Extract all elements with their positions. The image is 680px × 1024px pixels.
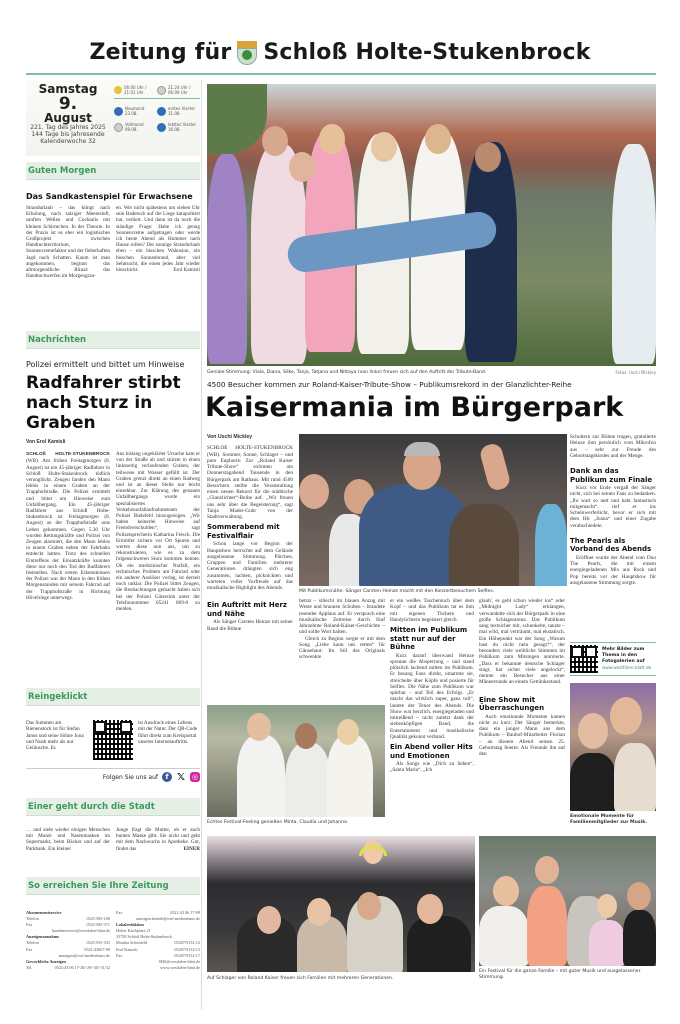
column-divider bbox=[201, 80, 202, 1010]
date-main bbox=[26, 82, 110, 145]
phase-date: 09.08. bbox=[125, 127, 138, 132]
article-headline: Das Sandkastenspiel für Erwachsene bbox=[26, 192, 193, 201]
month: August bbox=[44, 111, 92, 125]
section-title: So erreichen Sie Ihre Zeitung bbox=[28, 881, 169, 891]
dateline: SCHLOß HOLTE-STUKENBROCK bbox=[26, 452, 110, 458]
phase-name: Vollmond bbox=[125, 122, 144, 127]
contact-row: anzeigen@owl-medienhaus.de bbox=[58, 952, 110, 958]
subheading: Ein Abend voller Hits und Emotionen bbox=[390, 743, 473, 760]
reingeklickt-body bbox=[26, 720, 200, 760]
day-of-year: 221. Tag des Jahres 2025 bbox=[30, 124, 106, 131]
photo-credit: Fotos: Uschi Mickley bbox=[615, 370, 656, 375]
social-follow bbox=[26, 772, 200, 782]
guten-morgen-article bbox=[26, 192, 200, 307]
photo-caption: Auf Schlager von Roland Kaiser freuen sich Familien mit mehreren Generationen. bbox=[207, 976, 394, 981]
contact-row: Anzeigenannahme bbox=[26, 934, 60, 940]
text-column: Strandurlaub – das klingt nach Erholung, nach salziger Meeresluft, sanften Wellen und Cocktails mit kleinen Schirmchen. In der Theorie. In der Praxis ist es eher ein logistisches Großprojekt zwischen Handtuchterritorium, Sonnencremefaktor und der fieberhaften Jagd nach Schatten. Kaum ist man angekommen, beginnt das allmorgendliche Ritual: das Handtuchwerfen im Morgengrau- bbox=[26, 205, 110, 280]
photo-caption: Mit Publikumsnähe: Sänger Carsten Heinze macht mit den Konzertbesuchern Selfies. bbox=[299, 589, 495, 594]
masthead bbox=[0, 40, 680, 74]
section-reingeklickt bbox=[26, 688, 200, 706]
text-column: en. Wer nicht spätestens um sieben Uhr sein Badetuch auf die Liege katapultiert hat, verliert. Und dann ist da noch die ständige Frage: Habe ich genug Sonnencreme aufgetragen oder werde ich heute Abend als Hummer nach Hause rollen? Der sonnige Strandurlaub eben – ein bisschen Wahnsinn, ein bisschen Sonnenbrand, aber viel Sehnsucht, die einen jedes Jahr wieder hinschickt. bbox=[116, 205, 200, 274]
byline: Von Erol Kamisli bbox=[26, 439, 66, 445]
last-quarter-icon bbox=[157, 123, 166, 132]
gallery-link[interactable]: www.westfalen-blatt.de bbox=[602, 664, 652, 670]
main-column-5 bbox=[570, 434, 656, 586]
article-headline: Radfahrer stirbt nach Sturz in Graben bbox=[26, 373, 181, 433]
phase-date: 16.08. bbox=[168, 127, 181, 132]
astro-info bbox=[114, 84, 200, 135]
paragraph: SCHLOß HOLTE-STUKENBROCK (WB). Sommer, Sonne, Schlager – und pure Euphorie: Zur „Roland Kaiser Tribute-Show“ strömten am Donnerstagabend Tausende in den Bürgerpark am Rathaus. Mit rund 4500 Besuchern stellte die Veranstaltung einen neuen Rekord für die städtische „Glanzlichter“-Reihe auf. „Wir freuen uns sehr über die Begeisterung“, sagt Tanja Mader-Guhr von der Stadtverwaltung. bbox=[207, 445, 293, 520]
phase-name: Neumond bbox=[125, 106, 145, 111]
qr-code[interactable] bbox=[93, 720, 133, 760]
full-moon-icon bbox=[114, 123, 123, 132]
phase-date: 31.08. bbox=[168, 111, 181, 116]
byline: Von Uschi Mickley bbox=[207, 434, 253, 440]
contact-row: Lokalredaktion bbox=[116, 922, 144, 928]
contact-row: Abonnementservice bbox=[26, 910, 62, 915]
paragraph: Gleich zu Beginn sorgte er mit dem Song „Liebe kann uns retten“ für Gänsehaut: Im Stil des Originals schwenkte bbox=[299, 635, 385, 661]
main-column-4 bbox=[479, 598, 565, 757]
subheading: The Pearls als Vorband des Abends bbox=[570, 536, 652, 554]
contact-row: Telefon 0521/585-100 bbox=[26, 916, 110, 922]
weekday: Samstag bbox=[38, 82, 98, 96]
first-quarter-icon bbox=[157, 107, 166, 116]
facebook-icon[interactable]: f bbox=[162, 772, 172, 782]
einer-body bbox=[26, 827, 200, 852]
text-column: … und sieht wieder einigen Menschen mit Mund- und Nasenmasken im Supermarkt, beim Bäcker und auf der Parkbank. Ein kleiner bbox=[26, 827, 110, 852]
title-left: Zeitung für bbox=[89, 40, 232, 65]
contact-row: Fax 05207/9152-17 bbox=[116, 952, 200, 958]
paragraph: Kurz vor Ende vergaß der Sänger nicht, sich bei seinen Fans zu bedanken. „Ihr wart so nett und habt fantastisch mitgemacht“, rief er ins Scheinwerferlicht, bevor er sich mit dem Hit „Joana“ und einer Zugabe verabschiedete. bbox=[570, 485, 656, 529]
paragraph: Schon lange vor Beginn der Hauptshow herrschte auf dem Gelände ausgelassene Stimmung. Pärchen, Gruppen und Familien mehrerer Generationen drängten sich eng zusammen, lachten, picknickten und warteten voller Vorfreude auf das musikalische Highlight des Abends. bbox=[207, 541, 293, 591]
contact-info bbox=[26, 910, 200, 971]
contact-row: Gewerbliche Anzeigen bbox=[26, 958, 66, 964]
town-crest-icon bbox=[237, 41, 257, 65]
signature: EINER bbox=[183, 845, 200, 852]
main-kicker: 4500 Besucher kommen zur Roland-Kaiser-Tribute-Show – Publikumsrekord in der Glanzlichter-Reihe bbox=[207, 380, 572, 389]
photo-caption: Geniale Stimmung: Viola, Diana, Silke, Tanja, Tatjana und Nittaya (von links) freuen sich auf den Auftritt der Tribute-Band. bbox=[207, 370, 487, 375]
subheading: Sommerabend mit Festivalflair bbox=[207, 523, 280, 540]
article-kicker: Polizei ermittelt und bittet um Hinweise bbox=[26, 360, 185, 369]
author: Erol Kamisli bbox=[173, 267, 200, 274]
photo-generations bbox=[207, 836, 475, 972]
contact-row: Holter Kirchplatz 21 bbox=[116, 928, 151, 934]
contact-row: anzeigen.betrieb@owl-medienhaus.de bbox=[135, 916, 200, 922]
main-column-2 bbox=[299, 598, 385, 661]
contact-row: Fax 0521/43067-99 bbox=[26, 946, 110, 952]
days-remaining: 144 Tage bis Jahresende bbox=[31, 131, 105, 138]
paragraph: Eröffnet wurde der Abend vom Duo The Pearls, die mit einem energiegeladenen Mix aus Rock und Pop bereits vor der Hauptshow für ausgelassene Stimmung sorgte. bbox=[570, 554, 656, 586]
contact-row: kundenservice@westfalen-blatt.de bbox=[52, 928, 110, 934]
text-column: Das Summen am Bienenstock ist für Stefan Janus und seine Söhne Jona und Noah mehr als nur Geräusche. Es bbox=[26, 720, 84, 752]
paragraph: Als Songs wie „Dich zu lieben“, „Santa Maria“, „Ich bbox=[390, 761, 474, 774]
day-number: 9. bbox=[58, 94, 78, 114]
x-icon[interactable]: 𝕏 bbox=[176, 771, 186, 783]
photo-caption: Echtes Festival-Feeling genießen Minta, Claudia und Johanna. bbox=[207, 820, 349, 825]
paragraph: Als Sänger Carsten Heinze mit seiner Band die Bühne bbox=[207, 619, 293, 632]
new-moon-icon bbox=[114, 107, 123, 116]
main-column-3 bbox=[390, 598, 474, 774]
article-body bbox=[26, 439, 200, 701]
paragraph: Schultern zur Bühne trugen, gratulierte Heinze ihm persönlich vom Mikrofon aus – sehr zur Freude des Geburtstagskindes und der Menge. bbox=[570, 434, 656, 459]
paragraph: glaub', es geht schon wieder los“ oder „Midnight Lady“ erklangen, verwandelte sich der Bürgerpark in eine große Schlagerarena. Das Publikum sang textsicher mit, schunkelte, tanzte – mal wild, mal verträumt, mal ekstatisch. Ein Höhepunkt war der Song „Warum hast du nicht nein gesagt?“, der besonders viele weibliche Stimmen im Publikum zum Mitsingen animierte. „Dass er bekannte deutsche Schlager singt, hat sicher viele angelockt“, meinte ein Besucher aus einer Männerrunde an einem Getränkestand. bbox=[479, 598, 565, 686]
sun-icon bbox=[114, 86, 122, 94]
calendar-week: Kalenderwoche 32 bbox=[40, 138, 96, 145]
paragraph: er ein weißes Taschentuch über dem Kopf – und das Publikum tat es ihm mit eigenen Tüchern und Handylichtern begeistert gleich. bbox=[390, 598, 474, 623]
sun-times: 06:00 Uhr / 21:01 Uhr bbox=[124, 85, 147, 95]
subheading: Mitten im Publikum statt nur auf der Bühne bbox=[390, 626, 468, 651]
main-column-1 bbox=[207, 434, 293, 632]
photo-family-moments bbox=[570, 683, 656, 811]
contact-row: Fax 0521/585-371 bbox=[26, 922, 110, 928]
subheading: Ein Auftritt mit Herz und Nähe bbox=[207, 601, 287, 618]
text-column: ist Ausdruck eines Lebens mit der Natur. Der QR-Code führt direkt zum Kreisportal unseres Internetauftritts. bbox=[138, 720, 198, 745]
section-contact bbox=[26, 877, 200, 895]
article-body bbox=[26, 205, 200, 307]
main-headline: Kaisermania im Bürgerpark bbox=[205, 392, 624, 423]
section-title: Guten Morgen bbox=[28, 166, 97, 176]
text-column: Aus bislang ungeklärter Ursache kam er von der Straße ab und stürzte in einen linksseitig verlaufenden Graben, der teilweise mit Wasser gefüllt ist. Der Graben grenzt direkt an einen Radweg und ist an dieser Stelle nur leicht einsehbar. Zur Klärung des genauen Unfallhergangs wurde ein spezialisiertes Verkehrsunfallaufnahmeteam der Polizei Bielefeld hinzugezogen. „Wir haben keinerlei Hinweise auf Fremdverschulden“, sagt Polizeisprecherin Katharina Felsch. Die Ermittler sichern vor Ort Spuren und werten diese nun aus, um zu rekonstruieren, wie es zu dem folgenschweren Sturz kommen konnte. Ob ein medizinischer Notfall, ein technisches Problem am Fahrrad oder ein anderer Auslöser vorlag, ist derzeit noch unklar. Die Polizei bittet Zeugen, die Beobachtungen gemacht haben sich bei der Polizei Gütersloh unter der Telefonnummer 05241 869-0 zu melden. bbox=[116, 451, 200, 613]
phase-name: letztes Viertel bbox=[168, 122, 196, 127]
contact-row: www.westfalen-blatt.de bbox=[160, 964, 200, 970]
phase-name: erstes Viertel bbox=[168, 106, 195, 111]
contact-row: SHS@westfalen-blatt.de bbox=[158, 958, 200, 964]
subheading: Dank an das Publikum zum Finale bbox=[570, 467, 653, 484]
section-nachrichten bbox=[26, 331, 200, 349]
section-title: Reingeklickt bbox=[28, 692, 88, 702]
contact-left bbox=[26, 910, 110, 971]
photo-singer bbox=[299, 434, 567, 586]
photo-festival-feeling bbox=[207, 705, 385, 817]
paragraph: Kurz darauf überwand Heinze spontan die Absperrung – und stand plötzlich lachend mitten im Publikum. Er besang Fans direkt, umarmte sie, streichelte über Köpfe und posierte für Selfies. Die Nähe zum Publikum war spürbar – und Teil des Erfolgs. „Er macht das wirklich super, ganz toll“, lautete der Tenor des Abends. Die Show war herzlich, energiegeladen und mitreißend – nicht zuletzt dank der siebenköpfigen Band, die Entertainment und musikalische Qualität gekonnt verband. bbox=[390, 652, 474, 740]
text-column: (WB). Am frühen Freitagmorgen (8. August) ist ein 45-jähriger Radfahrer in Schloß Holte-Stukenbrock tödlich verunglückt. Zeugen fanden den Mann leblos in einem Graben an der Trapphofstraße. Die Polizei ermittelt und bittet um Hinweise zum Unfallhergang. Ein 45-jähriger Radfahrer aus Schloß Holte-Stukenbrock ist Freitagmorgen (8. August) an der Trapphofstraße ums Leben gekommen. Gegen 5.30 Uhr wurden Rettungskräfte und Polizei von Zeugen alarmiert, die den Mann leblos in einem Graben neben der Fahrbahn entdeckt hatten. Trotz des schnellen Eintreffens der Einsatzkräfte konnten diese nur noch den Tod des Radfahrers feststellen. Nach ersten Erkenntnissen der Polizei war der Mann in den frühen Morgenstunden mit seinem Fahrrad auf der Trapphofstraße in Richtung Hövelriege unterwegs. bbox=[26, 458, 110, 601]
text-column: Junge fragt die Mutter, ob er auch bunten Maske gibt. Sie nickt und geht mit dem Nachwuchs in Apotheke. Gut, findet das bbox=[116, 827, 200, 852]
phase-date: 23.08. bbox=[125, 111, 138, 116]
contact-row: Monika Schönfeld 05207/9152-12 bbox=[116, 940, 200, 946]
contact-row: Erol Kamisli 05207/9152-13 bbox=[116, 946, 200, 952]
section-guten-morgen bbox=[26, 162, 200, 180]
section-title: Einer geht durch die Stadt bbox=[28, 802, 155, 812]
contact-right bbox=[116, 910, 200, 971]
title-right: Schloß Holte-Stukenbrock bbox=[263, 40, 591, 65]
follow-label: Folgen Sie uns auf bbox=[102, 773, 158, 781]
gallery-qr-code[interactable] bbox=[570, 645, 598, 673]
photo-caption: Emotionale Momente für Familienmitglieder zur Musik. bbox=[570, 814, 648, 825]
photo-festival-family bbox=[479, 836, 656, 966]
paragraph: Auch emotionale Momente kamen nicht zu kurz: Der Sänger bemerkte, dass ein junger Mann aus dem Publikum – Bauhof-Mitarbeiter Florian – an diesem Abend seinen 25. Geburtstag feierte. Als Freunde ihn auf den bbox=[479, 713, 565, 757]
contact-row: Tel. 0521/43 06 17-28/-29/-30/-31/32 bbox=[26, 964, 110, 970]
date-box bbox=[26, 80, 200, 156]
gallery-promo bbox=[570, 642, 656, 676]
moon-icon bbox=[157, 86, 166, 95]
masthead-rule bbox=[26, 73, 656, 75]
photo-top-group bbox=[207, 84, 656, 366]
newspaper-title bbox=[89, 40, 590, 65]
section-einer bbox=[26, 798, 200, 816]
paragraph: betrat – stilecht im blauen Anzug mit Weste und braunen Schuhen – brandete tosender Applaus auf. Er versprach eine musikalische Zeitreise durch fünf Jahrzehnte Roland-Kaiser-Geschichte – und sollte Wort halten. bbox=[299, 598, 385, 636]
moon-times: 21:24 Uhr / 06:09 Uhr bbox=[168, 85, 191, 95]
promo-text: Mehr Bilder zum Thema in den Fotogalerien auf bbox=[602, 646, 645, 664]
contact-row: 33758 Schloß Holte-Stukenbrock bbox=[116, 934, 173, 940]
instagram-icon[interactable]: ◎ bbox=[191, 773, 199, 781]
contact-row: Fax 0521/43 06 17-99 bbox=[116, 910, 200, 915]
contact-row: Telefon 0521/555-333 bbox=[26, 940, 110, 946]
nachrichten-article bbox=[26, 360, 200, 701]
section-title: Nachrichten bbox=[28, 335, 87, 345]
photo-caption: Ein Festival für die ganze Familie – mit guter Musik und ausgelassener Stimmung. bbox=[479, 969, 641, 980]
subheading: Eine Show mit Überraschungen bbox=[479, 695, 545, 712]
